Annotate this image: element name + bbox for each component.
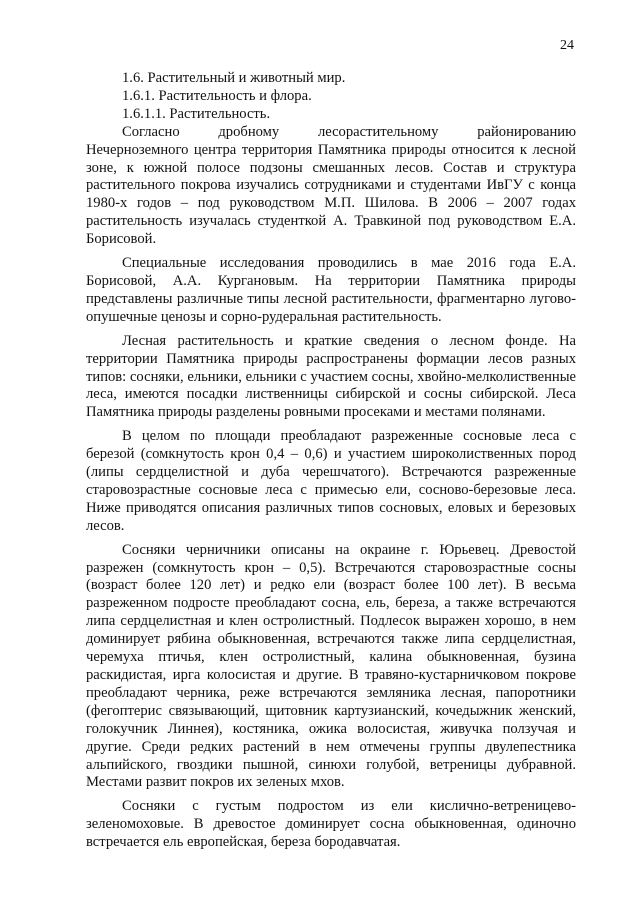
paragraph-bilberry-pine: Сосняки черничники описаны на окраине г. Юрьевец. Древостой разрежен (сомкнутость крон – 0,5). Встречаются старовозрастные сосны (возраст более 120 лет) и редко ели (возраст более 100 лет). В весьма разреженном подросте преобладают сосна, ель, береза, а также встречаются липа сердцелистная и клен остролистный. Подлесок выражен хорошо, в нем доминирует рябина обыкновенная, встречаются также липа сердцелистная, черемуха птичья, клен остролистный, калина обыкновенная, бузина раскидистая, ирга колосистая и другие. В травяно-кустарничковом покрове преобладают черника, реже встречаются земляника лесная, папоротники (фегоптерис связывающий, щитовник картузианский, кочедыжник женский, голокучник Линнея), костяника, ожика волосистая, живучка ползучая и другие. Среди редких растений в нем отмечены группы двулепестника альпийского, гвоздики пышной, синюхи голубой, ветреницы дубравной. Местами развит покров их зеленых мхов. (86, 541, 576, 791)
paragraph-pine-forests: В целом по площади преобладают разреженные сосновые леса с березой (сомкнутость крон 0,4 – 0,6) и участием широколиственных пород (липы сердцелистной и дуба черешчатого). Встречаются разреженные старовозрастные сосновые леса с примесью ели, сосново-березовые леса. Ниже приводятся описания различных типов сосновых, еловых и березовых лесов. (86, 428, 576, 534)
document-body (86, 70, 576, 852)
subsubsection-heading: 1.6.1.1. Растительность. (122, 105, 271, 122)
subsection-heading: 1.6.1. Растительность и флора. (122, 87, 312, 104)
page-number: 24 (560, 38, 574, 53)
paragraph-zoning: Согласно дробному лесорастительному районированию Нечерноземного центра территория Памятника природы относится к лесной зоне, к южной полосе подзоны смешанных лесов. Состав и структура растительного покрова изучались сотрудниками и студентами ИвГУ с конца 1980-х годов – под руководством М.П. Шилова. В 2006 – 2007 годах растительность изучалась студенткой А. Травкиной под руководством Е.А. Борисовой. (86, 123, 576, 248)
paragraph-forest-fund: Лесная растительность и краткие сведения о лесном фонде. На территории Памятника природы распространены формации лесов разных типов: сосняки, ельники, ельники с участием сосны, хвойно-мелколиственные леса, имеются посадки лиственницы сибирской и сосны сибирской. Леса Памятника природы разделены ровными просеками и местами полянами. (86, 332, 576, 421)
paragraph-research: Специальные исследования проводились в мае 2016 года Е.А. Борисовой, А.А. Кургановым. На территории Памятника природы представлены различные типы лесной растительности, фрагментарно лугово-опушечные ценозы и сорно-рудеральная растительность. (86, 255, 576, 325)
paragraph-spruce-undergrowth: Сосняки с густым подростом из ели кислично-ветреницево-зеленомоховые. В древостое доминирует сосна обыкновенная, одиночно встречается ель европейская, береза бородавчатая. (86, 798, 576, 851)
section-heading: 1.6. Растительный и животный мир. (122, 70, 346, 86)
